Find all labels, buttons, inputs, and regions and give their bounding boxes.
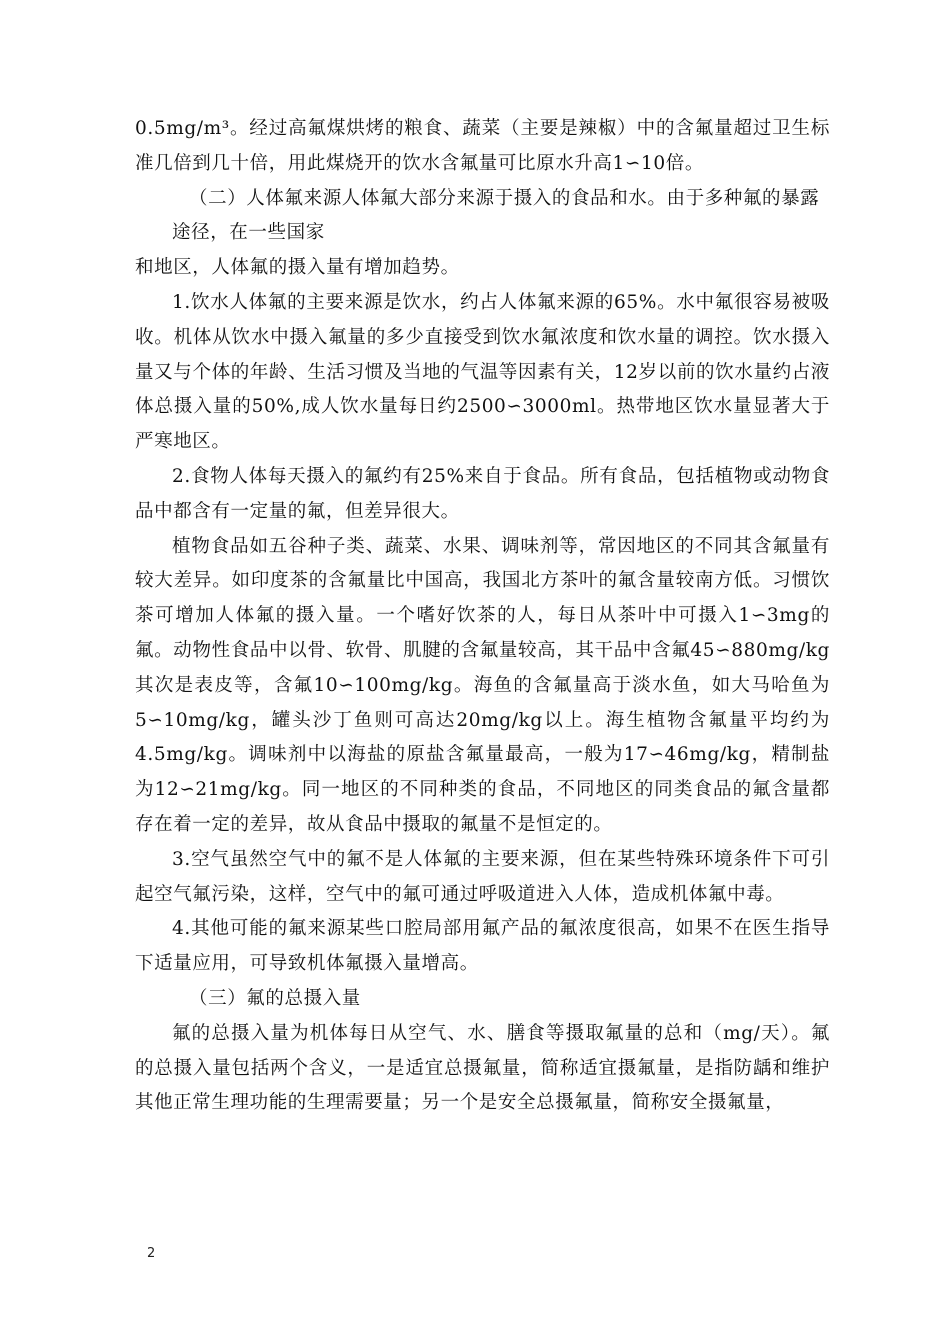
- paragraph-drinking-water: 1.饮水人体氟的主要来源是饮水，约占人体氟来源的65%。水中氟很容易被吸收。机体从饮水中摄入氟量的多少直接受到饮水氟浓度和饮水量的调控。饮水摄入量又与个体的年龄、生活习惯及当地的气温等因素有关，12岁以前的饮水量约占液体总摄入量的50%,成人饮水量每日约2500∽3000ml。热带地区饮水量显著大于严寒地区。: [135, 291, 830, 453]
- body-text: [135, 112, 830, 1121]
- paragraph-air: 3.空气虽然空气中的氟不是人体氟的主要来源，但在某些特殊环境条件下可引起空气氟污染，这样，空气中的氟可通过呼吸道进入人体，造成机体氟中毒。: [135, 848, 830, 905]
- paragraph-food: 2.食物人体每天摄入的氟约有25%来自于食品。所有食品，包括植物或动物食品中都含有一定量的氟，但差异很大。: [135, 465, 830, 522]
- paragraph-total-intake: 氟的总摄入量为机体每日从空气、水、膳食等摄取氟量的总和（mg/天）。氟的总摄入量包括两个含义，一是适宜总摄氟量，简称适宜摄氟量，是指防龋和维护其他正常生理功能的生理需要量；另一个是安全总摄氟量，简称安全摄氟量，: [135, 1022, 830, 1114]
- section-heading-total-intake: （三）氟的总摄入量: [189, 987, 361, 1009]
- section-heading-human-fluoride-source: （二）人体氟来源人体氟大部分来源于摄入的食品和水。由于多种氟的暴露: [189, 187, 820, 209]
- paragraph-continuation: 0.5mg/m³。经过高氟煤烘烤的粮食、蔬菜（主要是辣椒）中的含氟量超过卫生标准几倍到几十倍，用此煤烧开的饮水含氟量可比原水升高1∽10倍。: [135, 118, 830, 174]
- paragraph-fragment: 途径，在一些国家: [172, 222, 325, 244]
- paragraph-fragment: 和地区，人体氟的摄入量有增加趋势。: [135, 257, 460, 279]
- paragraph-plant-food: 植物食品如五谷种子类、蔬菜、水果、调味剂等，常因地区的不同其含氟量有较大差异。如印度茶的含氟量比中国高，我国北方茶叶的氟含量较南方低。习惯饮茶可增加人体氟的摄入量。一个嗜好饮茶的人，每日从茶叶中可摄入1∽3mg的氟。动物性食品中以骨、软骨、肌腱的含氟量较高，其干品中含氟45∽880mg/kg其次是表皮等，含氟10∽100mg/kg。海鱼的含氟量高于淡水鱼，如大马哈鱼为5∽10mg/kg，罐头沙丁鱼则可高达20mg/kg以上。海生植物含氟量平均约为4.5mg/kg。调味剂中以海盐的原盐含氟量最高，一般为17∽46mg/kg，精制盐为12∽21mg/kg。同一地区的不同种类的食品，不同地区的同类食品的氟含量都存在着一定的差异，故从食品中摄取的氟量不是恒定的。: [135, 535, 830, 835]
- page-number: 2: [147, 1246, 156, 1261]
- paragraph-other-sources: 4.其他可能的氟来源某些口腔局部用氟产品的氟浓度很高，如果不在医生指导下适量应用，可导致机体氟摄入量增高。: [135, 918, 830, 975]
